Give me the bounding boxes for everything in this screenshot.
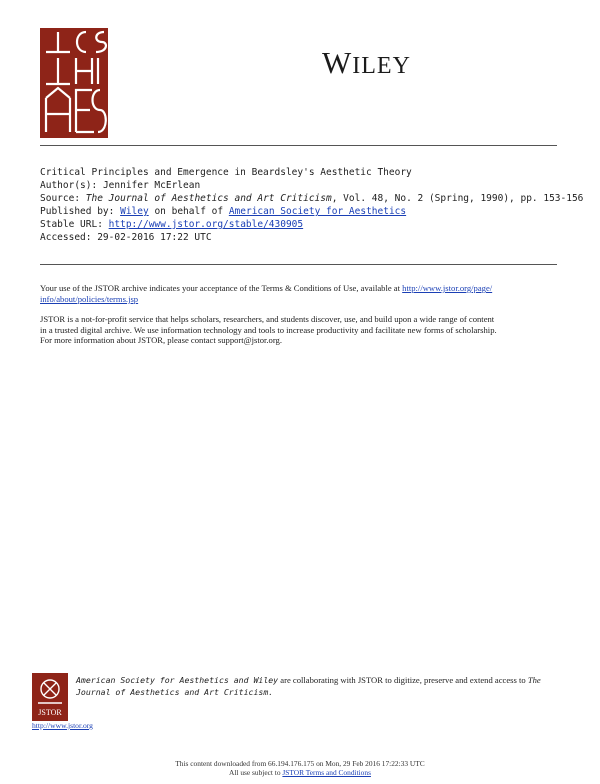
divider — [40, 264, 557, 265]
terms-link-continued[interactable]: info/about/policies/terms.jsp — [40, 293, 139, 304]
author-name: Jennifer McErlean — [102, 180, 201, 191]
jstor-about: JSTOR is a not-for-profit service that helps scholars, researchers, and students discover, use, and build upon a wide range of content in a trusted digital archive. We use information technology and tools to increase productivity and facilitate new forms of scholarship. For more information about JSTOR, please contact support@jstor.org. — [40, 314, 497, 345]
source-journal: The Journal of Aesthetics and Art Criticism — [85, 193, 332, 204]
collab-journal: Journal of Aesthetics and Art Criticism. — [76, 686, 274, 697]
article-metadata — [40, 166, 584, 244]
terms-link[interactable]: http://www.jstor.org/page/ — [402, 283, 493, 293]
jstor-logo-mark — [32, 673, 68, 721]
source-line: Source: The Journal of Aesthetics and Art Criticism, Vol. 48, No. 2 (Spring, 1990), pp. 153-156 — [40, 193, 584, 204]
collaboration-note: American Society for Aesthetics and Wiley are collaborating with JSTOR to digitize, preserve and extend access to The Journal of Aesthetics and Art Criticism. — [76, 675, 541, 697]
download-footer: This content downloaded from 66.194.176.175 on Mon, 29 Feb 2016 17:22:33 UTC All use subject to JSTOR Terms and Conditions — [175, 759, 425, 777]
society-link[interactable]: American Society for Aesthetics — [228, 206, 407, 217]
terms-notice: Your use of the JSTOR archive indicates your acceptance of the Terms & Conditions of Use, available at http://www.jstor.org/page/ info/about/policies/terms.jsp — [40, 283, 493, 304]
stable-url-line: Stable URL: http://www.jstor.org/stable/430905 — [40, 219, 304, 230]
article-title: Critical Principles and Emergence in Beardsley's Aesthetic Theory — [40, 167, 412, 178]
jstor-logo — [32, 673, 68, 721]
accessed-line: Accessed: 29-02-2016 17:22 UTC — [40, 232, 212, 243]
stable-url-link[interactable]: http://www.jstor.org/stable/430905 — [108, 219, 304, 230]
aesthetics-logo — [40, 28, 108, 138]
collab-parties: American Society for Aesthetics and Wiley — [76, 675, 279, 685]
aesthetics-logo-lettering — [40, 28, 108, 138]
jstor-logo-text: JSTOR — [38, 708, 62, 717]
publisher-logo: WILEY — [322, 45, 411, 80]
divider — [40, 145, 557, 146]
publisher-link[interactable]: Wiley — [120, 206, 149, 217]
jstor-terms-link[interactable]: JSTOR Terms and Conditions — [282, 767, 371, 777]
published-line: Published by: Wiley on behalf of American Society for Aesthetics — [40, 206, 407, 217]
jstor-url-link[interactable]: http://www.jstor.org — [32, 721, 93, 730]
author-line: Author(s): Jennifer McErlean — [40, 180, 201, 191]
